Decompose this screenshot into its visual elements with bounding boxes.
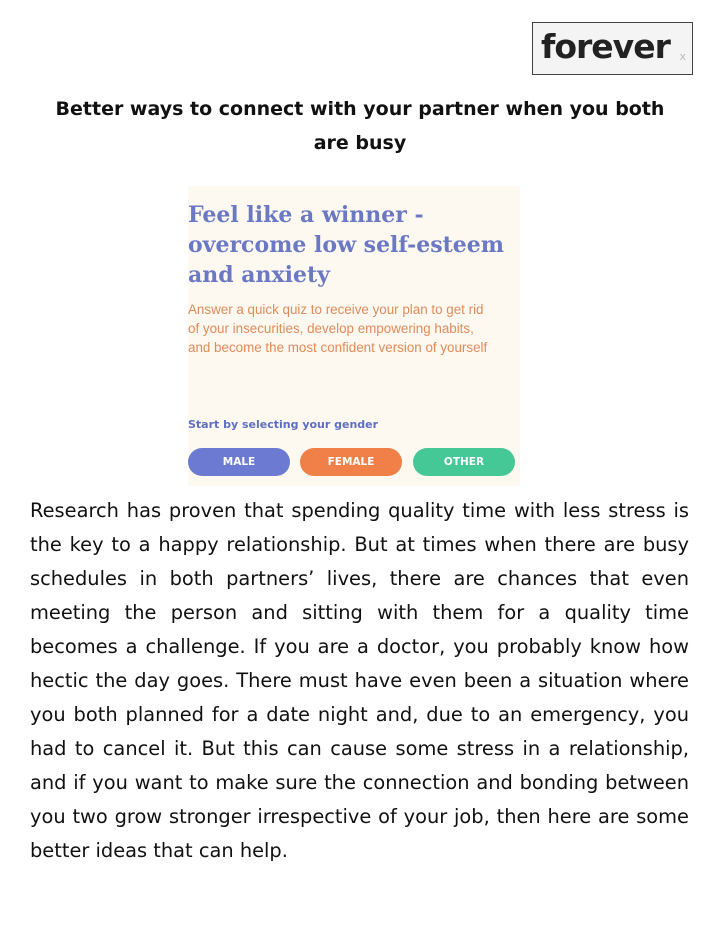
logo-suffix: x — [679, 50, 686, 63]
male-button[interactable]: MALE — [188, 448, 290, 476]
ad-gender-prompt: Start by selecting your gender — [188, 418, 379, 431]
quiz-ad-banner[interactable] — [188, 186, 520, 486]
female-button[interactable]: FEMALE — [300, 448, 402, 476]
article-title: Better ways to connect with your partner when you both are busy — [55, 98, 665, 154]
ad-description: Answer a quick quiz to receive your plan to get rid of your insecurities, develop empowering habits, and become the most confident version of yourself — [188, 302, 488, 355]
article-body: Research has proven that spending quality time with less stress is the key to a happy relationship. But at times when there are busy schedules in both partners’ lives, there are chances that even meeting the person and sitting with them for a quality time becomes a challenge. If you are a doctor, you probably know how hectic the day goes. There must have even been a situation where you both planned for a date night and, due to an emergency, you had to cancel it. But this can cause some stress in a relationship, and if you want to make sure the connection and bonding between you two grow stronger irrespective of your job, then here are some better ideas that can help. — [30, 499, 689, 862]
other-button[interactable]: OTHER — [413, 448, 515, 476]
ad-headline: Feel like a winner - overcome low self-esteem and anxiety — [188, 202, 505, 288]
forever-logo — [532, 22, 693, 75]
logo-wordmark: forever — [541, 27, 670, 66]
